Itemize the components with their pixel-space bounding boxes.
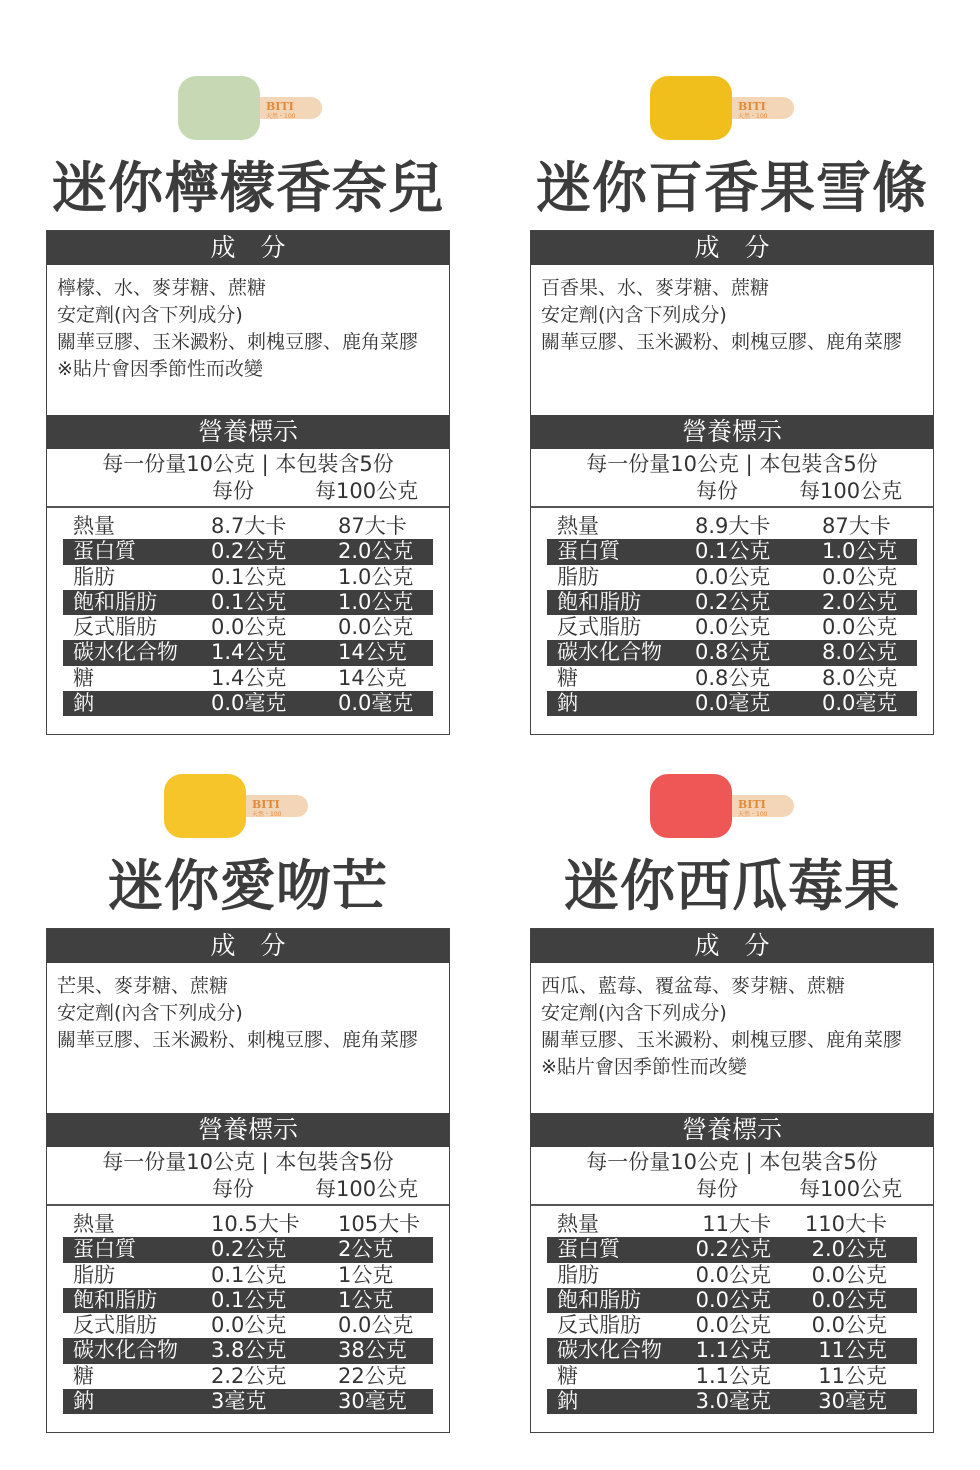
nutrition-header: 營養標示 (531, 415, 933, 449)
nutrient-per-serving: 0.0公克 (211, 615, 287, 640)
nutrition-row (547, 1237, 917, 1262)
nutrition-header: 營養標示 (47, 415, 449, 449)
nutrient-per-100g: 38公克 (338, 1338, 407, 1363)
popsicle-area (530, 770, 934, 848)
product-title: 迷你愛吻芒 (107, 854, 388, 918)
nutrient-per-100g: 0.0公克 (822, 615, 898, 640)
nutrient-per-100g: 30毫克 (338, 1389, 407, 1414)
popsicle-area (46, 72, 450, 150)
per-serving-header: 每份 (212, 479, 254, 503)
nutrient-name: 糖 (73, 665, 94, 690)
popsicle-body (650, 774, 732, 838)
per-100g-header: 每100公克 (315, 1177, 419, 1201)
nutrient-per-serving: 0.2公克 (695, 1237, 771, 1262)
nutrient-name: 碳水化合物 (73, 640, 178, 665)
nutrient-name: 飽和脂肪 (73, 589, 157, 614)
product-card (46, 72, 450, 735)
nutrient-name: 反式脂肪 (557, 615, 641, 640)
nutrient-per-serving: 1.1公克 (695, 1363, 771, 1388)
serving-size: 每一份量10公克 | 本包裝含5份 (102, 1150, 394, 1174)
nutrient-name: 熱量 (73, 514, 115, 538)
nutrient-name: 鈉 (557, 691, 578, 716)
stick-subtext: 天然・100 (252, 811, 282, 818)
nutrient-per-100g: 87大卡 (822, 514, 891, 538)
per-serving-header: 每份 (212, 1177, 254, 1201)
nutrition-row (547, 514, 917, 539)
divider (47, 1204, 449, 1206)
info-panel (530, 928, 934, 1433)
nutrient-per-100g: 87大卡 (338, 514, 407, 538)
popsicle-image (648, 770, 808, 840)
nutrient-name: 蛋白質 (557, 539, 620, 564)
nutrition-table (47, 1212, 449, 1432)
nutrient-per-100g: 8.0公克 (822, 665, 898, 690)
nutrition-column-headers (47, 478, 449, 505)
nutrient-per-100g: 22公克 (338, 1363, 407, 1388)
nutrient-per-100g: 0.0公克 (811, 1313, 887, 1338)
ingredient-line: 安定劑(內含下列成分) (541, 304, 727, 326)
nutrition-row (63, 691, 433, 716)
nutrition-row (547, 640, 917, 665)
popsicle-image (176, 72, 336, 142)
nutrition-row (547, 565, 917, 590)
ingredient-line: ※貼片會因季節性而改變 (541, 1056, 747, 1078)
nutrient-per-serving: 2.2公克 (211, 1363, 287, 1388)
ingredient-line: 關華豆膠、玉米澱粉、刺槐豆膠、鹿角菜膠 (541, 1029, 903, 1051)
nutrient-per-serving: 0.0公克 (695, 1287, 771, 1312)
ingredient-line: 芒果、麥芽糖、蔗糖 (57, 975, 229, 997)
nutrient-name: 反式脂肪 (73, 615, 157, 640)
nutrient-name: 脂肪 (73, 564, 115, 589)
nutrient-per-100g: 110大卡 (804, 1212, 887, 1236)
nutrient-per-serving: 0.2公克 (211, 539, 287, 564)
nutrition-row (547, 539, 917, 564)
nutrition-column-headers (47, 1176, 449, 1203)
nutrient-name: 熱量 (557, 1212, 599, 1236)
popsicle-body (650, 76, 732, 140)
ingredients-header: 成 分 (47, 929, 449, 963)
product-title: 迷你西瓜莓果 (563, 854, 900, 918)
nutrient-name: 熱量 (73, 1212, 115, 1236)
nutrition-row (547, 666, 917, 691)
nutrient-per-serving: 0.0公克 (695, 1313, 771, 1338)
nutrient-per-serving: 0.0毫克 (695, 691, 771, 716)
ingredient-line: 安定劑(內含下列成分) (57, 304, 243, 326)
nutrition-row (547, 1212, 917, 1237)
nutrient-per-serving: 0.2公克 (211, 1237, 287, 1262)
info-panel (46, 230, 450, 735)
ingredient-line: 關華豆膠、玉米澱粉、刺槐豆膠、鹿角菜膠 (57, 331, 419, 353)
nutrient-per-serving: 0.1公克 (211, 1262, 287, 1287)
nutrient-per-100g: 14公克 (338, 665, 407, 690)
nutrition-table (531, 514, 933, 734)
nutrient-per-serving: 0.0公克 (695, 615, 771, 640)
nutrient-per-100g: 2.0公克 (822, 589, 898, 614)
nutrient-per-serving: 1.4公克 (211, 665, 287, 690)
nutrition-row (63, 565, 433, 590)
info-panel (530, 230, 934, 735)
nutrition-row (547, 1263, 917, 1288)
stick-subtext: 天然・100 (738, 113, 768, 120)
nutrient-per-100g: 14公克 (338, 640, 407, 665)
nutrient-per-100g: 105大卡 (338, 1212, 421, 1236)
nutrition-row (547, 615, 917, 640)
ingredient-line: 關華豆膠、玉米澱粉、刺槐豆膠、鹿角菜膠 (57, 1029, 419, 1051)
popsicle-area (46, 770, 450, 848)
nutrient-name: 飽和脂肪 (557, 1287, 641, 1312)
per-serving-header: 每份 (696, 479, 738, 503)
nutrient-name: 鈉 (73, 1389, 94, 1414)
nutrient-per-100g: 2公克 (338, 1237, 394, 1262)
nutrition-header: 營養標示 (531, 1113, 933, 1147)
nutrition-row (63, 514, 433, 539)
nutrient-per-100g: 2.0公克 (338, 539, 414, 564)
nutrient-name: 糖 (73, 1363, 94, 1388)
nutrient-per-serving: 0.1公克 (211, 564, 287, 589)
nutrition-row (63, 1263, 433, 1288)
nutrition-row (547, 1313, 917, 1338)
nutrient-name: 飽和脂肪 (557, 589, 641, 614)
nutrient-per-100g: 30毫克 (818, 1389, 887, 1414)
nutrition-row (547, 1364, 917, 1389)
stick-brand: BITI (738, 100, 766, 113)
nutrition-row (547, 691, 917, 716)
ingredient-line: 安定劑(內含下列成分) (57, 1002, 243, 1024)
nutrition-row (63, 1338, 433, 1363)
nutrient-per-100g: 0.0公克 (822, 564, 898, 589)
nutrition-row (547, 1338, 917, 1363)
nutrition-table (531, 1212, 933, 1432)
nutrition-row (63, 1288, 433, 1313)
nutrient-per-serving: 1.4公克 (211, 640, 287, 665)
ingredient-line: 安定劑(內含下列成分) (541, 1002, 727, 1024)
nutrient-name: 碳水化合物 (557, 1338, 662, 1363)
ingredient-line: ※貼片會因季節性而改變 (57, 358, 263, 380)
stick-brand: BITI (738, 798, 766, 811)
nutrient-per-100g: 2.0公克 (811, 1237, 887, 1262)
nutrient-name: 蛋白質 (557, 1237, 620, 1262)
popsicle-area (530, 72, 934, 150)
nutrient-per-serving: 0.1公克 (695, 539, 771, 564)
ingredient-line: 關華豆膠、玉米澱粉、刺槐豆膠、鹿角菜膠 (541, 331, 903, 353)
nutrient-name: 糖 (557, 665, 578, 690)
nutrient-per-serving: 1.1公克 (695, 1338, 771, 1363)
ingredients-header: 成 分 (531, 231, 933, 265)
nutrition-row (63, 640, 433, 665)
nutrient-per-serving: 0.0公克 (695, 564, 771, 589)
nutrient-name: 飽和脂肪 (73, 1287, 157, 1312)
nutrient-per-serving: 11大卡 (702, 1212, 771, 1236)
nutrition-row (63, 539, 433, 564)
nutrient-name: 脂肪 (73, 1262, 115, 1287)
product-title: 迷你檸檬香奈兒 (51, 156, 444, 220)
nutrient-per-serving: 8.7大卡 (211, 514, 287, 538)
nutrient-name: 蛋白質 (73, 539, 136, 564)
nutrient-per-100g: 0.0毫克 (338, 691, 414, 716)
nutrient-name: 糖 (557, 1363, 578, 1388)
ingredients-list (47, 265, 449, 415)
per-100g-header: 每100公克 (799, 479, 903, 503)
ingredients-list (531, 963, 933, 1113)
nutrition-column-headers (531, 1176, 933, 1203)
ingredients-list (531, 265, 933, 415)
nutrient-per-serving: 0.8公克 (695, 640, 771, 665)
nutrition-row (547, 1389, 917, 1414)
nutrition-row (63, 1212, 433, 1237)
nutrient-per-100g: 11公克 (818, 1363, 887, 1388)
nutrient-name: 熱量 (557, 514, 599, 538)
product-card (530, 72, 934, 735)
stick-brand: BITI (252, 798, 280, 811)
serving-size: 每一份量10公克 | 本包裝含5份 (586, 1150, 878, 1174)
nutrient-per-100g: 0.0公克 (338, 615, 414, 640)
product-card (530, 770, 934, 1433)
nutrition-row (63, 1313, 433, 1338)
nutrition-header: 營養標示 (47, 1113, 449, 1147)
nutrient-per-100g: 0.0公克 (811, 1287, 887, 1312)
stick-brand: BITI (266, 100, 294, 113)
ingredients-header: 成 分 (531, 929, 933, 963)
nutrient-name: 脂肪 (557, 1262, 599, 1287)
ingredients-header: 成 分 (47, 231, 449, 265)
nutrition-row (547, 1288, 917, 1313)
stick-subtext: 天然・100 (266, 113, 296, 120)
nutrient-per-serving: 0.0公克 (695, 1262, 771, 1287)
nutrient-per-100g: 1公克 (338, 1262, 394, 1287)
nutrient-per-serving: 3.0毫克 (695, 1389, 771, 1414)
nutrition-table (47, 514, 449, 734)
popsicle-image (162, 770, 322, 840)
nutrient-name: 鈉 (557, 1389, 578, 1414)
nutrient-per-serving: 0.0毫克 (211, 691, 287, 716)
per-100g-header: 每100公克 (799, 1177, 903, 1201)
nutrient-per-100g: 11公克 (818, 1338, 887, 1363)
nutrient-name: 碳水化合物 (73, 1338, 178, 1363)
nutrition-row (63, 1389, 433, 1414)
popsicle-body (164, 774, 246, 838)
stick-subtext: 天然・100 (738, 811, 768, 818)
product-title: 迷你百香果雪條 (535, 156, 928, 220)
per-serving-header: 每份 (696, 1177, 738, 1201)
nutrient-per-serving: 0.2公克 (695, 589, 771, 614)
nutrient-per-100g: 0.0毫克 (822, 691, 898, 716)
nutrient-per-100g: 1.0公克 (822, 539, 898, 564)
nutrient-per-serving: 0.0公克 (211, 1313, 287, 1338)
per-100g-header: 每100公克 (315, 479, 419, 503)
divider (531, 1204, 933, 1206)
nutrient-name: 蛋白質 (73, 1237, 136, 1262)
nutrient-name: 反式脂肪 (557, 1313, 641, 1338)
product-card (46, 770, 450, 1433)
nutrition-row (63, 666, 433, 691)
serving-size: 每一份量10公克 | 本包裝含5份 (102, 452, 394, 476)
nutrition-row (63, 1364, 433, 1389)
divider (47, 506, 449, 508)
nutrient-per-serving: 3.8公克 (211, 1338, 287, 1363)
nutrient-per-serving: 0.1公克 (211, 589, 287, 614)
nutrient-name: 脂肪 (557, 564, 599, 589)
nutrition-column-headers (531, 478, 933, 505)
ingredients-list (47, 963, 449, 1113)
nutrient-per-100g: 0.0公克 (811, 1262, 887, 1287)
nutrient-per-serving: 3毫克 (211, 1389, 267, 1414)
popsicle-body (178, 76, 260, 140)
nutrient-per-serving: 8.9大卡 (695, 514, 771, 538)
nutrient-per-100g: 1.0公克 (338, 564, 414, 589)
nutrition-row (63, 590, 433, 615)
nutrition-row (63, 1237, 433, 1262)
nutrient-per-100g: 1.0公克 (338, 589, 414, 614)
nutrient-name: 碳水化合物 (557, 640, 662, 665)
nutrient-per-serving: 0.1公克 (211, 1287, 287, 1312)
nutrient-name: 反式脂肪 (73, 1313, 157, 1338)
serving-size: 每一份量10公克 | 本包裝含5份 (586, 452, 878, 476)
nutrient-per-100g: 1公克 (338, 1287, 394, 1312)
ingredient-line: 西瓜、藍莓、覆盆莓、麥芽糖、蔗糖 (541, 975, 846, 997)
info-panel (46, 928, 450, 1433)
ingredient-line: 檸檬、水、麥芽糖、蔗糖 (57, 277, 267, 299)
nutrient-name: 鈉 (73, 691, 94, 716)
nutrition-row (547, 590, 917, 615)
divider (531, 506, 933, 508)
nutrient-per-serving: 10.5大卡 (211, 1212, 300, 1236)
popsicle-image (648, 72, 808, 142)
nutrient-per-serving: 0.8公克 (695, 665, 771, 690)
nutrient-per-100g: 8.0公克 (822, 640, 898, 665)
ingredient-line: 百香果、水、麥芽糖、蔗糖 (541, 277, 770, 299)
nutrient-per-100g: 0.0公克 (338, 1313, 414, 1338)
nutrition-row (63, 615, 433, 640)
